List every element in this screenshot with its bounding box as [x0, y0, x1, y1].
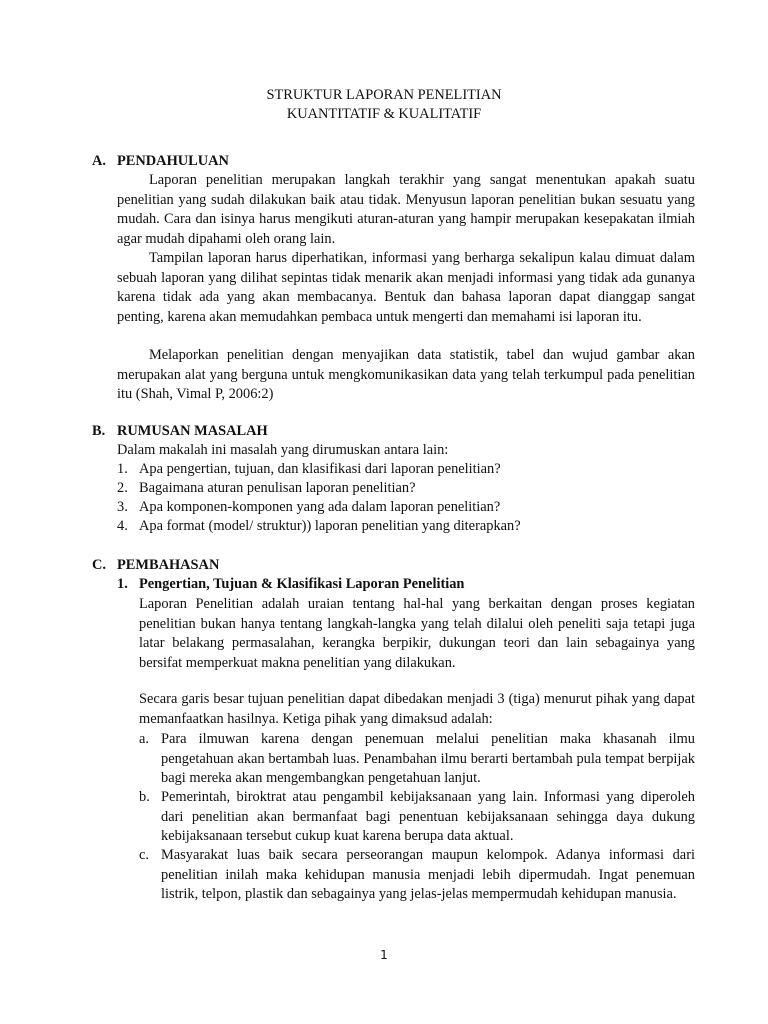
list-item-marker: a. — [139, 731, 149, 747]
list-item-marker: b. — [139, 789, 150, 805]
section-c-marker: C. — [92, 557, 106, 573]
list-item-text: Apa pengertian, tujuan, dan klasifikasi dari laporan penelitian? — [139, 461, 501, 477]
list-item-number: 3. — [117, 499, 128, 515]
list-item-text: Pemerintah, biroktrat atau pengambil kebijaksanaan yang lain. Informasi yang diperoleh dari penelitian akan bermanfaat bagi penentuan kebijaksanaan sehingga daya dukung kebijaksanaan tersebut cukup kuat karena berupa data aktual. — [161, 789, 695, 844]
section-b-intro: Dalam makalah ini masalah yang dirumuskan antara lain: — [117, 442, 449, 458]
list-item-number: 2. — [117, 480, 128, 496]
list-item-text: Masyarakat luas baik secara perseorangan maupun kelompok. Adanya informasi dari penelitian inilah maka kehidupan manusia menjadi lebih dipermudah. Ingat penemuan listrik, telpon, plastik dan sebagainya yang jelas-jelas mempermudah kehidupan manusia. — [161, 847, 695, 902]
subsection-1-heading: Pengertian, Tujuan & Klasifikasi Laporan Penelitian — [139, 576, 465, 592]
document-title-line-1: STRUKTUR LAPORAN PENELITIAN — [266, 87, 502, 103]
section-b-heading: RUMUSAN MASALAH — [117, 423, 268, 439]
list-item-number: 4. — [117, 518, 128, 534]
section-a-paragraph-2: Tampilan laporan harus diperhatikan, informasi yang berharga sekalipun kalau dimuat dalam sebuah laporan yang dilihat sepintas tidak menarik akan menjadi informasi yang tidak ada gunanya karena tidak ada yang akan membacanya. Bentuk dan bahasa laporan dapat dianggap sangat penting, karena akan memudahkan pembaca untuk mengerti dan memahami isi laporan itu. — [117, 250, 695, 325]
section-b-marker: B. — [92, 423, 106, 439]
list-item-number: 1. — [117, 461, 128, 477]
list-item-text: Para ilmuwan karena dengan penemuan melalui penelitian maka khasanah ilmu pengetahuan akan bertambah luas. Penambahan ilmu berarti bertambah pula tempat berpijak bagi mereka akan mengembangkan pengetahuan lanjut. — [161, 731, 695, 786]
subsection-1-paragraph-1: Laporan Penelitian adalah uraian tentang hal-hal yang berkaitan dengan proses kegiatan penelitian bukan hanya tentang langkah-langka yang telah dilalui oleh peneliti saja tetapi juga latar belakang permasalahan, kerangka berpikir, dukungan teori dan lain sebagainya yang bersifat memperkuat makna penelitian yang dilakukan. — [139, 596, 695, 671]
document-title-line-2: KUANTITATIF & KUALITATIF — [286, 106, 482, 122]
list-item-text: Apa format (model/ struktur)) laporan penelitian yang diterapkan? — [139, 518, 521, 534]
section-a-paragraph-1: Laporan penelitian merupakan langkah terakhir yang sangat menentukan apakah suatu penelitian yang sudah dilakukan baik atau tidak. Menyusun laporan penelitian bukan sesuatu yang mudah. Cara dan isinya harus mengikuti aturan-aturan yang hampir merupakan kesepakatan ilmiah agar mudah dipahami oleh orang lain. — [117, 172, 695, 247]
subsection-1-paragraph-2: Secara garis besar tujuan penelitian dapat dibedakan menjadi 3 (tiga) menurut pihak yang dapat memanfaatkan hasilnya. Ketiga pihak yang dimaksud adalah: — [139, 691, 695, 727]
section-a-paragraph-3: Melaporkan penelitian dengan menyajikan data statistik, tabel dan wujud gambar akan merupakan alat yang berguna untuk mengkomunikasikan data yang telah terkumpul pada penelitian itu (Shah, Vimal P, 2006:2) — [117, 347, 695, 402]
subsection-1-number: 1. — [117, 576, 128, 592]
list-item-text: Bagaimana aturan penulisan laporan penelitian? — [139, 480, 416, 496]
section-a-marker: A. — [92, 153, 106, 169]
list-item-text: Apa komponen-komponen yang ada dalam laporan penelitian? — [139, 499, 501, 515]
section-c-heading: PEMBAHASAN — [117, 557, 220, 573]
list-item-marker: c. — [139, 847, 149, 863]
section-a-heading: PENDAHULUAN — [117, 153, 229, 169]
page-number: 1 — [380, 948, 388, 962]
